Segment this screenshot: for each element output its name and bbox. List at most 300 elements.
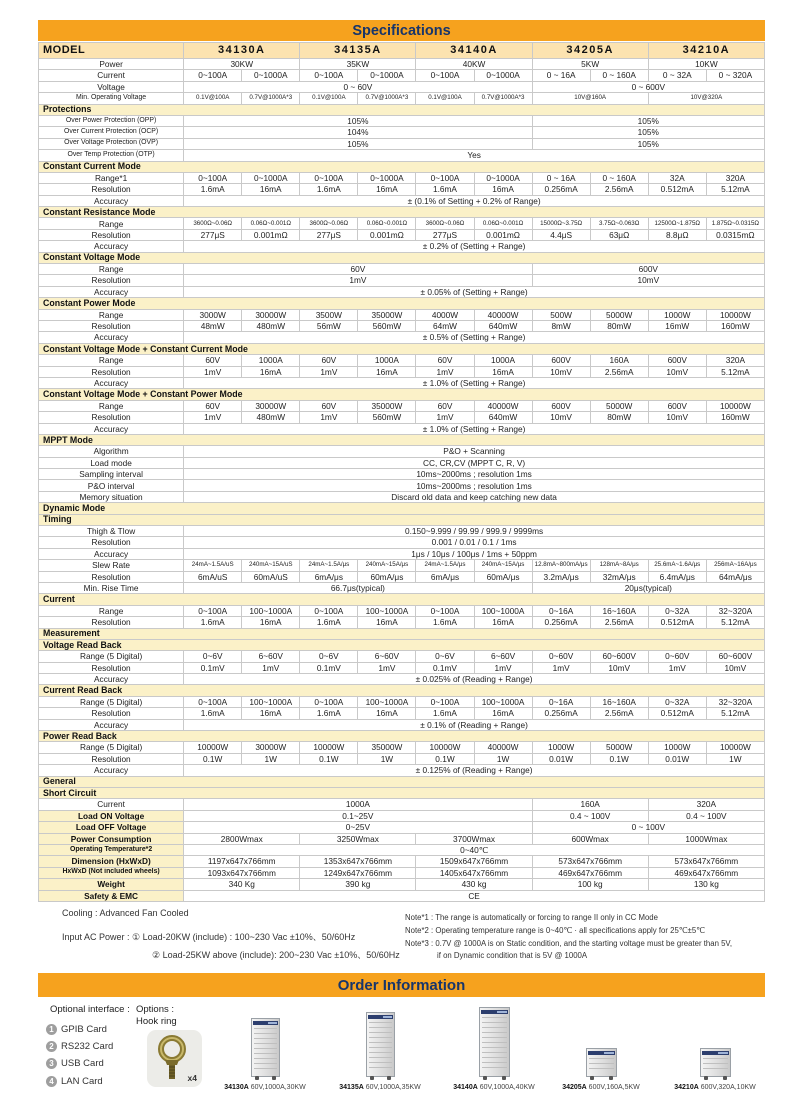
value-cell: 1.6mA bbox=[300, 617, 358, 628]
row-label: Sampling interval bbox=[39, 469, 184, 480]
cabinet-image-34130A bbox=[251, 1018, 280, 1077]
row-label: Accuracy bbox=[39, 719, 184, 730]
row-label: Resolution bbox=[39, 275, 184, 286]
value-cell: 600V bbox=[648, 400, 706, 411]
value-cell: 0.1~25V bbox=[184, 810, 532, 821]
value-cell: 1000A bbox=[358, 355, 416, 366]
card-label: GPIB Card bbox=[61, 1024, 107, 1035]
value-cell: 600V bbox=[532, 264, 764, 275]
table-row bbox=[39, 879, 765, 890]
note-2: Note*2 : Operating temperature range is 0~40℃ · all specifications apply for 25℃±5℃ bbox=[405, 926, 705, 935]
value-cell: CC, CR,CV (MPPT C, R, V) bbox=[184, 457, 765, 468]
value-cell: 1000W bbox=[648, 742, 706, 753]
value-cell: 0.1mV bbox=[184, 662, 242, 673]
section-header-row bbox=[39, 514, 765, 525]
value-cell: 10mV bbox=[532, 275, 764, 286]
number-2-icon: 2 bbox=[46, 1041, 57, 1052]
table-row bbox=[39, 537, 765, 548]
table-row bbox=[39, 446, 765, 457]
row-label: Current bbox=[39, 799, 184, 810]
value-cell: ± 1.0% of (Setting + Range) bbox=[184, 377, 765, 388]
table-row bbox=[39, 355, 765, 366]
value-cell: 1.6mA bbox=[416, 708, 474, 719]
value-cell: 16mA bbox=[474, 708, 532, 719]
value-cell: 16mA bbox=[474, 366, 532, 377]
number-1-icon: 1 bbox=[46, 1024, 57, 1035]
value-cell: 60~600V bbox=[706, 651, 764, 662]
cabinet-wheels bbox=[369, 1076, 392, 1080]
value-cell: 480mW bbox=[242, 412, 300, 423]
value-cell: 30KW bbox=[184, 59, 300, 70]
table-row bbox=[39, 708, 765, 719]
value-cell: 0.7V@1000A*3 bbox=[358, 93, 416, 104]
note-1: Note*1 : The range is automatically or forcing to range II only in CC Mode bbox=[405, 913, 658, 922]
row-label: Load OFF Voltage bbox=[39, 822, 184, 833]
product-caption: 34130A 60V,1000A,30KW bbox=[224, 1084, 306, 1091]
table-row bbox=[39, 696, 765, 707]
value-cell: 10mV bbox=[532, 412, 590, 423]
value-cell: 0.1W bbox=[416, 753, 474, 764]
row-label: Resolution bbox=[39, 753, 184, 764]
value-cell: ± 0.05% of (Setting + Range) bbox=[184, 286, 765, 297]
interface-card-usb bbox=[46, 1058, 104, 1069]
value-cell: 60V bbox=[184, 355, 242, 366]
table-row bbox=[39, 93, 765, 104]
value-cell: 40000W bbox=[474, 742, 532, 753]
value-cell: 128mA~8A/μs bbox=[590, 560, 648, 571]
value-cell: 0~100A bbox=[300, 70, 358, 81]
section-header-row bbox=[39, 434, 765, 445]
value-cell: 16mA bbox=[242, 617, 300, 628]
value-cell: 104% bbox=[184, 127, 532, 138]
value-cell: 0~60V bbox=[648, 651, 706, 662]
value-cell: 1.6mA bbox=[416, 617, 474, 628]
model-34140A: 34140A bbox=[416, 43, 532, 59]
value-cell: 32~320A bbox=[706, 605, 764, 616]
row-label: Range bbox=[39, 400, 184, 411]
value-cell: ± 0.2% of (Setting + Range) bbox=[184, 241, 765, 252]
section-header-row bbox=[39, 776, 765, 787]
row-label: Range (5 Digital) bbox=[39, 696, 184, 707]
value-cell: 0~100A bbox=[416, 172, 474, 183]
value-cell: 469x647x766mm bbox=[532, 867, 648, 878]
value-cell: 256mA~16A/μs bbox=[706, 560, 764, 571]
interface-card-lan bbox=[46, 1076, 103, 1087]
value-cell: 6~60V bbox=[242, 651, 300, 662]
row-label: Resolution bbox=[39, 229, 184, 240]
row-label: Accuracy bbox=[39, 548, 184, 559]
table-row bbox=[39, 115, 765, 126]
value-cell: 10ms~2000ms ; resolution 1ms bbox=[184, 469, 765, 480]
value-cell: 60mA/μs bbox=[358, 571, 416, 582]
value-cell: 3500W bbox=[300, 309, 358, 320]
value-cell: 0~32A bbox=[648, 605, 706, 616]
value-cell: ± 0.1% of (Reading + Range) bbox=[184, 719, 765, 730]
value-cell: 10000W bbox=[184, 742, 242, 753]
row-label: Range bbox=[39, 309, 184, 320]
value-cell: 0.06Ω~0.001Ω bbox=[358, 218, 416, 229]
value-cell: 160mW bbox=[706, 412, 764, 423]
value-cell: 0~100A bbox=[184, 605, 242, 616]
value-cell: 6mA/μs bbox=[300, 571, 358, 582]
row-label: Range (5 Digital) bbox=[39, 651, 184, 662]
row-label: Accuracy bbox=[39, 377, 184, 388]
value-cell: 3600Ω~0.06Ω bbox=[416, 218, 474, 229]
value-cell: 640mW bbox=[474, 412, 532, 423]
value-cell: 1.6mA bbox=[300, 708, 358, 719]
row-label: Slew Rate bbox=[39, 560, 184, 571]
row-label: Over Power Protection (OPP) bbox=[39, 115, 184, 126]
row-label: Current bbox=[39, 70, 184, 81]
value-cell: 10ms~2000ms ; resolution 1ms bbox=[184, 480, 765, 491]
section-header: Power Read Back bbox=[39, 731, 765, 742]
row-label: Operating Temperature*2 bbox=[39, 844, 184, 855]
table-row bbox=[39, 400, 765, 411]
table-row bbox=[39, 150, 765, 161]
row-label: Min. Operating Voltage bbox=[39, 93, 184, 104]
row-label: Range*1 bbox=[39, 172, 184, 183]
row-label: Algorithm bbox=[39, 446, 184, 457]
hook-ring-quantity: x4 bbox=[187, 1073, 197, 1083]
value-cell: 10V@160A bbox=[532, 93, 648, 104]
value-cell: 5.12mA bbox=[706, 184, 764, 195]
row-label: Load ON Voltage bbox=[39, 810, 184, 821]
value-cell: 1W bbox=[474, 753, 532, 764]
table-row bbox=[39, 844, 765, 855]
value-cell: 0~100A bbox=[416, 70, 474, 81]
value-cell: 16mA bbox=[242, 708, 300, 719]
section-header: Dynamic Mode bbox=[39, 503, 765, 514]
row-label: Resolution bbox=[39, 184, 184, 195]
section-header-row bbox=[39, 788, 765, 799]
value-cell: 277μS bbox=[184, 229, 242, 240]
section-header-row bbox=[39, 104, 765, 115]
cabinet-image-34140A bbox=[479, 1007, 510, 1077]
table-row bbox=[39, 833, 765, 844]
value-cell: 6mA/μs bbox=[416, 571, 474, 582]
table-row bbox=[39, 719, 765, 730]
section-header-row bbox=[39, 628, 765, 639]
cooling-note: Cooling : Advanced Fan Cooled bbox=[62, 908, 189, 918]
value-cell: 16mA bbox=[358, 617, 416, 628]
row-label: Range bbox=[39, 264, 184, 275]
value-cell: 340 Kg bbox=[184, 879, 300, 890]
value-cell: 3000W bbox=[184, 309, 242, 320]
section-header: MPPT Mode bbox=[39, 434, 765, 445]
section-header: General bbox=[39, 776, 765, 787]
value-cell: 1000A bbox=[242, 355, 300, 366]
value-cell: 1.6mA bbox=[184, 708, 242, 719]
section-header-row bbox=[39, 207, 765, 218]
value-cell: 560mW bbox=[358, 320, 416, 331]
table-row bbox=[39, 822, 765, 833]
value-cell: 320A bbox=[706, 355, 764, 366]
input-ac-power-line1: Input AC Power : ① Load-20KW (include) : 100~230 Vac ±10%、50/60Hz bbox=[62, 932, 356, 942]
value-cell: 0 ~ 100V bbox=[532, 822, 764, 833]
value-cell: 0~100A bbox=[300, 696, 358, 707]
value-cell: 35000W bbox=[358, 400, 416, 411]
row-label: Resolution bbox=[39, 662, 184, 673]
value-cell: 16~160A bbox=[590, 605, 648, 616]
value-cell: 48mW bbox=[184, 320, 242, 331]
value-cell: 0 ~ 160A bbox=[590, 172, 648, 183]
table-row bbox=[39, 320, 765, 331]
value-cell: 1mV bbox=[416, 366, 474, 377]
value-cell: 573x647x766mm bbox=[532, 856, 648, 867]
value-cell: 0~1000A bbox=[358, 70, 416, 81]
table-row bbox=[39, 172, 765, 183]
value-cell: 600V bbox=[532, 400, 590, 411]
section-header-row bbox=[39, 389, 765, 400]
model-header-row bbox=[39, 43, 765, 59]
value-cell: 240mA~15A/μs bbox=[474, 560, 532, 571]
product-34140A bbox=[442, 1007, 546, 1091]
value-cell: 10000W bbox=[706, 309, 764, 320]
value-cell: 24mA~1.5A/uS bbox=[184, 560, 242, 571]
value-cell: 1.6mA bbox=[184, 617, 242, 628]
cabinet-vents bbox=[703, 1058, 728, 1070]
value-cell: 60mA/μs bbox=[474, 571, 532, 582]
value-cell: 1mV bbox=[184, 366, 242, 377]
section-header: Measurement bbox=[39, 628, 765, 639]
row-label: Memory situation bbox=[39, 491, 184, 502]
value-cell: CE bbox=[184, 890, 765, 901]
card-label: USB Card bbox=[61, 1058, 104, 1069]
value-cell: 40000W bbox=[474, 309, 532, 320]
value-cell: 600V bbox=[648, 355, 706, 366]
number-4-icon: 4 bbox=[46, 1076, 57, 1087]
section-header: Timing bbox=[39, 514, 765, 525]
value-cell: 480mW bbox=[242, 320, 300, 331]
row-label: Resolution bbox=[39, 617, 184, 628]
value-cell: 0.001mΩ bbox=[358, 229, 416, 240]
value-cell: 1353x647x766mm bbox=[300, 856, 416, 867]
section-header-row bbox=[39, 639, 765, 650]
value-cell: 63μΩ bbox=[590, 229, 648, 240]
value-cell: 100~1000A bbox=[358, 605, 416, 616]
table-row bbox=[39, 423, 765, 434]
value-cell: 1mV bbox=[474, 662, 532, 673]
value-cell: 100~1000A bbox=[474, 605, 532, 616]
value-cell: 0.256mA bbox=[532, 617, 590, 628]
value-cell: 60V bbox=[416, 400, 474, 411]
value-cell: 3250Wmax bbox=[300, 833, 416, 844]
row-label: Accuracy bbox=[39, 674, 184, 685]
value-cell: 1249x647x766mm bbox=[300, 867, 416, 878]
interface-card-gpib bbox=[46, 1024, 107, 1035]
table-row bbox=[39, 491, 765, 502]
cabinet-vents bbox=[254, 1028, 277, 1070]
value-cell: 0~1000A bbox=[242, 70, 300, 81]
input-ac-power-line2: ② Load-25KW above (include): 200~230 Vac ±10%、50/60Hz bbox=[152, 950, 400, 960]
value-cell: 0.1V@100A bbox=[416, 93, 474, 104]
value-cell: 16mA bbox=[474, 617, 532, 628]
optional-interface-label: Optional interface : bbox=[50, 1004, 130, 1015]
value-cell: 0 ~ 16A bbox=[532, 70, 590, 81]
card-label: RS232 Card bbox=[61, 1041, 114, 1052]
value-cell: 1509x647x766mm bbox=[416, 856, 532, 867]
value-cell: 0~16A bbox=[532, 605, 590, 616]
section-header: Constant Voltage Mode + Constant Current Mode bbox=[39, 343, 765, 354]
row-label: Accuracy bbox=[39, 241, 184, 252]
value-cell: 4.4μS bbox=[532, 229, 590, 240]
table-row bbox=[39, 651, 765, 662]
value-cell: ± 0.025% of (Reading + Range) bbox=[184, 674, 765, 685]
value-cell: 105% bbox=[184, 138, 532, 149]
product-34135A bbox=[328, 1012, 432, 1091]
value-cell: 100~1000A bbox=[242, 696, 300, 707]
value-cell: 469x647x766mm bbox=[648, 867, 764, 878]
value-cell: 1mV bbox=[648, 662, 706, 673]
row-label: Range bbox=[39, 218, 184, 229]
value-cell: 10KW bbox=[648, 59, 764, 70]
value-cell: 1mV bbox=[300, 366, 358, 377]
value-cell: 277μS bbox=[416, 229, 474, 240]
table-row bbox=[39, 526, 765, 537]
table-row bbox=[39, 799, 765, 810]
value-cell: ± 1.0% of (Setting + Range) bbox=[184, 423, 765, 434]
row-label: Dimension (HxWxD) bbox=[39, 856, 184, 867]
value-cell: 500W bbox=[532, 309, 590, 320]
value-cell: 600V bbox=[532, 355, 590, 366]
table-row bbox=[39, 127, 765, 138]
value-cell: 320A bbox=[706, 172, 764, 183]
value-cell: 10000W bbox=[706, 400, 764, 411]
value-cell: 3.2mA/μs bbox=[532, 571, 590, 582]
value-cell: 16mA bbox=[358, 366, 416, 377]
table-row bbox=[39, 867, 765, 878]
value-cell: 30000W bbox=[242, 742, 300, 753]
row-label: Resolution bbox=[39, 320, 184, 331]
spec-table bbox=[38, 42, 765, 902]
row-label: Load mode bbox=[39, 457, 184, 468]
value-cell: 0.06Ω~0.001Ω bbox=[474, 218, 532, 229]
table-row bbox=[39, 184, 765, 195]
value-cell: 105% bbox=[532, 115, 764, 126]
cabinet-panel bbox=[253, 1021, 278, 1025]
product-34205A bbox=[551, 1048, 651, 1091]
row-label: Power Consumption bbox=[39, 833, 184, 844]
card-label: LAN Card bbox=[61, 1076, 103, 1087]
value-cell: 0~100A bbox=[416, 696, 474, 707]
product-caption: 34205A 600V,160A,5KW bbox=[562, 1084, 640, 1091]
value-cell: 560mW bbox=[358, 412, 416, 423]
value-cell: 100~1000A bbox=[242, 605, 300, 616]
row-label: Voltage bbox=[39, 81, 184, 92]
value-cell: 277μS bbox=[300, 229, 358, 240]
section-header: Current Read Back bbox=[39, 685, 765, 696]
value-cell: 0.512mA bbox=[648, 617, 706, 628]
value-cell: 1000W bbox=[532, 742, 590, 753]
value-cell: 0~100A bbox=[300, 172, 358, 183]
value-cell: 80mW bbox=[590, 320, 648, 331]
value-cell: 10000W bbox=[706, 742, 764, 753]
value-cell: 0.1mV bbox=[300, 662, 358, 673]
value-cell: 10mV bbox=[590, 662, 648, 673]
row-label: Resolution bbox=[39, 412, 184, 423]
table-row bbox=[39, 59, 765, 70]
value-cell: 100~1000A bbox=[474, 696, 532, 707]
value-cell: 16mA bbox=[242, 184, 300, 195]
value-cell: 24mA~1.5A/μs bbox=[300, 560, 358, 571]
product-caption: 34210A 600V,320A,10KW bbox=[674, 1084, 756, 1091]
value-cell: 8mW bbox=[532, 320, 590, 331]
value-cell: 4000W bbox=[416, 309, 474, 320]
value-cell: 0.7V@1000A*3 bbox=[242, 93, 300, 104]
table-row bbox=[39, 229, 765, 240]
value-cell: 12.8mA~800mA/μs bbox=[532, 560, 590, 571]
cabinet-panel bbox=[481, 1010, 508, 1014]
row-label: Range bbox=[39, 605, 184, 616]
row-label: Min. Rise Time bbox=[39, 582, 184, 593]
section-header-row bbox=[39, 503, 765, 514]
value-cell: 60V bbox=[300, 355, 358, 366]
section-header-row bbox=[39, 685, 765, 696]
row-label: Accuracy bbox=[39, 195, 184, 206]
value-cell: 6~60V bbox=[474, 651, 532, 662]
model-header-label: MODEL bbox=[39, 43, 184, 59]
value-cell: 1mV bbox=[242, 662, 300, 673]
table-row bbox=[39, 605, 765, 616]
table-row bbox=[39, 366, 765, 377]
value-cell: 1μs / 10μs / 100μs / 1ms + 50ppm bbox=[184, 548, 765, 559]
specifications-section bbox=[38, 20, 765, 902]
value-cell: 130 kg bbox=[648, 879, 764, 890]
value-cell: 1mV bbox=[416, 412, 474, 423]
row-label: Power bbox=[39, 59, 184, 70]
value-cell: 3.75Ω~0.063Ω bbox=[590, 218, 648, 229]
interface-card-rs232 bbox=[46, 1041, 113, 1052]
value-cell: 430 kg bbox=[416, 879, 532, 890]
value-cell: 0.4 ~ 100V bbox=[532, 810, 648, 821]
model-34135A: 34135A bbox=[300, 43, 416, 59]
cabinet-vents bbox=[369, 1022, 392, 1070]
value-cell: 1mV bbox=[184, 275, 532, 286]
value-cell: 0.06Ω~0.001Ω bbox=[242, 218, 300, 229]
value-cell: 5.12mA bbox=[706, 708, 764, 719]
value-cell: 105% bbox=[532, 127, 764, 138]
value-cell: 64mW bbox=[416, 320, 474, 331]
value-cell: 24mA~1.5A/μs bbox=[416, 560, 474, 571]
value-cell: ± (0.1% of Setting + 0.2% of Range) bbox=[184, 195, 765, 206]
value-cell: 0 ~ 600V bbox=[532, 81, 764, 92]
row-label: Over Voltage Protection (OVP) bbox=[39, 138, 184, 149]
value-cell: 1.6mA bbox=[184, 184, 242, 195]
value-cell: 5000W bbox=[590, 400, 648, 411]
table-row bbox=[39, 548, 765, 559]
value-cell: 32~320A bbox=[706, 696, 764, 707]
value-cell: 3600Ω~0.06Ω bbox=[300, 218, 358, 229]
value-cell: 1mV bbox=[358, 662, 416, 673]
table-row bbox=[39, 457, 765, 468]
value-cell: 0.0315mΩ bbox=[706, 229, 764, 240]
value-cell: 0.001 / 0.01 / 0.1 / 1ms bbox=[184, 537, 765, 548]
model-34210A: 34210A bbox=[648, 43, 764, 59]
cabinet-wheels bbox=[254, 1076, 277, 1080]
row-label: P&O interval bbox=[39, 480, 184, 491]
value-cell: 60V bbox=[184, 400, 242, 411]
value-cell: 0 ~ 160A bbox=[590, 70, 648, 81]
value-cell: 3600Ω~0.06Ω bbox=[184, 218, 242, 229]
value-cell: 0 ~ 60V bbox=[184, 81, 532, 92]
product-34210A bbox=[664, 1048, 766, 1091]
cabinet-image-34135A bbox=[366, 1012, 395, 1077]
section-header-row bbox=[39, 252, 765, 263]
cabinet-vents bbox=[482, 1017, 507, 1070]
row-label: Resolution bbox=[39, 708, 184, 719]
section-header: Voltage Read Back bbox=[39, 639, 765, 650]
table-row bbox=[39, 890, 765, 901]
